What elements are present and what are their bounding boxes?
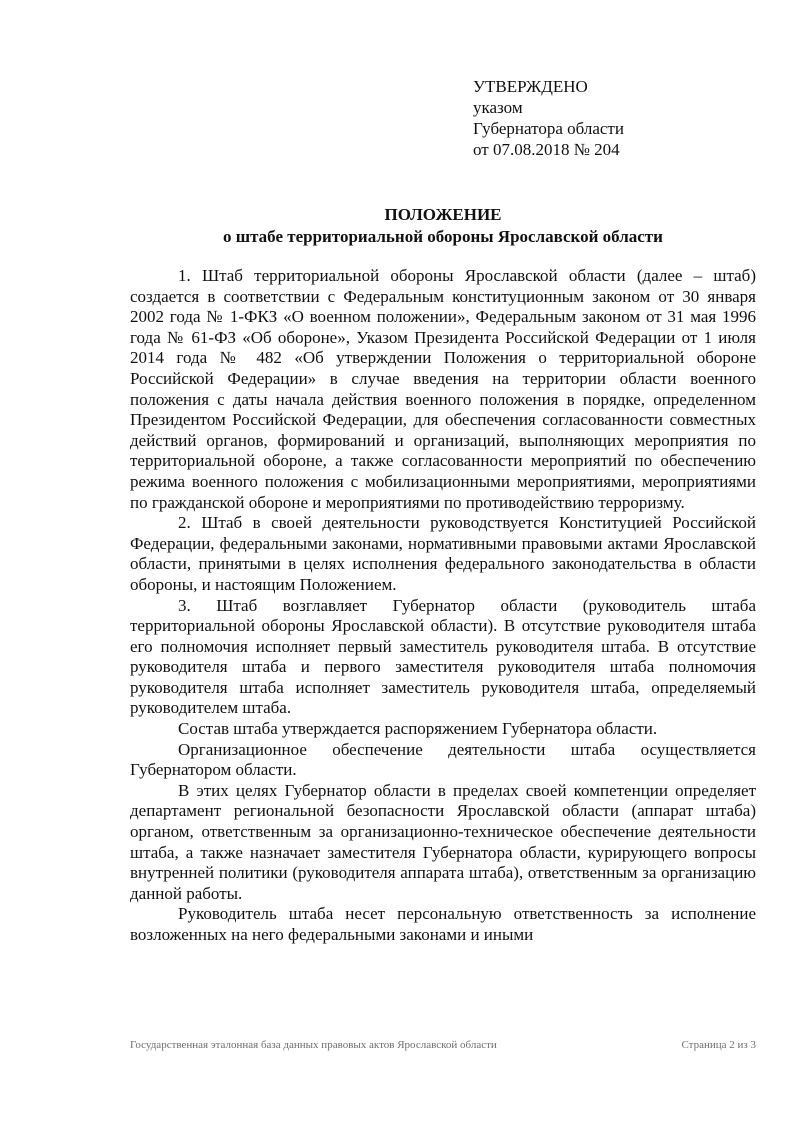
approval-line-governor: Губернатора области [473, 119, 624, 138]
paragraph-department: В этих целях Губернатор области в пределах своей компетенции определяет департамент региональной безопасности Ярославской области (аппарат штаба) органом, ответственным за организационно-техническое обеспечение деятельности штаба, а также назначает заместителя Губернатора области, курирующего вопросы внутренней политики (руководителя аппарата штаба), ответственным за организацию данной работы. [130, 780, 756, 903]
title-heading: ПОЛОЖЕНИЕ [384, 205, 502, 224]
page-number: Страница 2 из 3 [681, 1039, 756, 1051]
approval-stamp [473, 76, 624, 160]
footer-source: Государственная эталонная база данных правовых актов Ярославской области [130, 1039, 497, 1051]
paragraph-responsibility: Руководитель штаба несет персональную ответственность за исполнение возложенных на него федеральными законами и иными [130, 904, 756, 944]
paragraph-2: 2. Штаб в своей деятельности руководствуется Конституцией Российской Федерации, федеральными законами, нормативными правовыми актами Ярославской области, принятыми в целях исполнения федерального законодательства в области обороны, и настоящим Положением. [130, 513, 756, 594]
document-body [130, 266, 756, 946]
approval-line-approved: УТВЕРЖДЕНО [473, 77, 588, 96]
page-footer [130, 1039, 756, 1051]
paragraph-organizational-support: Организационное обеспечение деятельности штаба осуществляется Губернатором области. [130, 739, 756, 780]
document-title [130, 204, 756, 248]
title-subheading: о штабе территориальной обороны Ярославской области [223, 227, 663, 246]
approval-line-decree: указом [473, 98, 523, 117]
approval-line-date: от 07.08.2018 № 204 [473, 140, 620, 159]
paragraph-composition: Состав штаба утверждается распоряжением Губернатора области. [178, 719, 658, 739]
paragraph-3: 3. Штаб возглавляет Губернатор области (руководитель штаба территориальной обороны Ярославской области). В отсутствие руководителя штаба его полномочия исполняет первый заместитель руководителя штаба. В отсутствие руководителя штаба и первого заместителя руководителя штаба полномочия руководителя штаба исполняет заместитель руководителя штаба, определяемый руководителем штаба. [130, 595, 756, 718]
paragraph-1: 1. Штаб территориальной обороны Ярославской области (далее – штаб) создается в соответствии с Федеральным конституционным законом от 30 января 2002 года № 1-ФКЗ «О военном положении», Федеральным законом от 31 мая 1996 года № 61-ФЗ «Об обороне», Указом Президента Российской Федерации от 1 июля 2014 года № 482 «Об утверждении Положения о территориальной обороне Российской Федерации» в случае введения на территории области военного положения с даты начала действия военного положения в порядке, определенном Президентом Российской Федерации, для обеспечения согласованности совместных действий органов, формирований и организаций, выполняющих мероприятия по территориальной обороне, а также согласованности мероприятий по обеспечению режима военного положения с мобилизационными мероприятиями, мероприятиями по гражданской обороне и мероприятиями по противодействию терроризму. [130, 266, 756, 512]
